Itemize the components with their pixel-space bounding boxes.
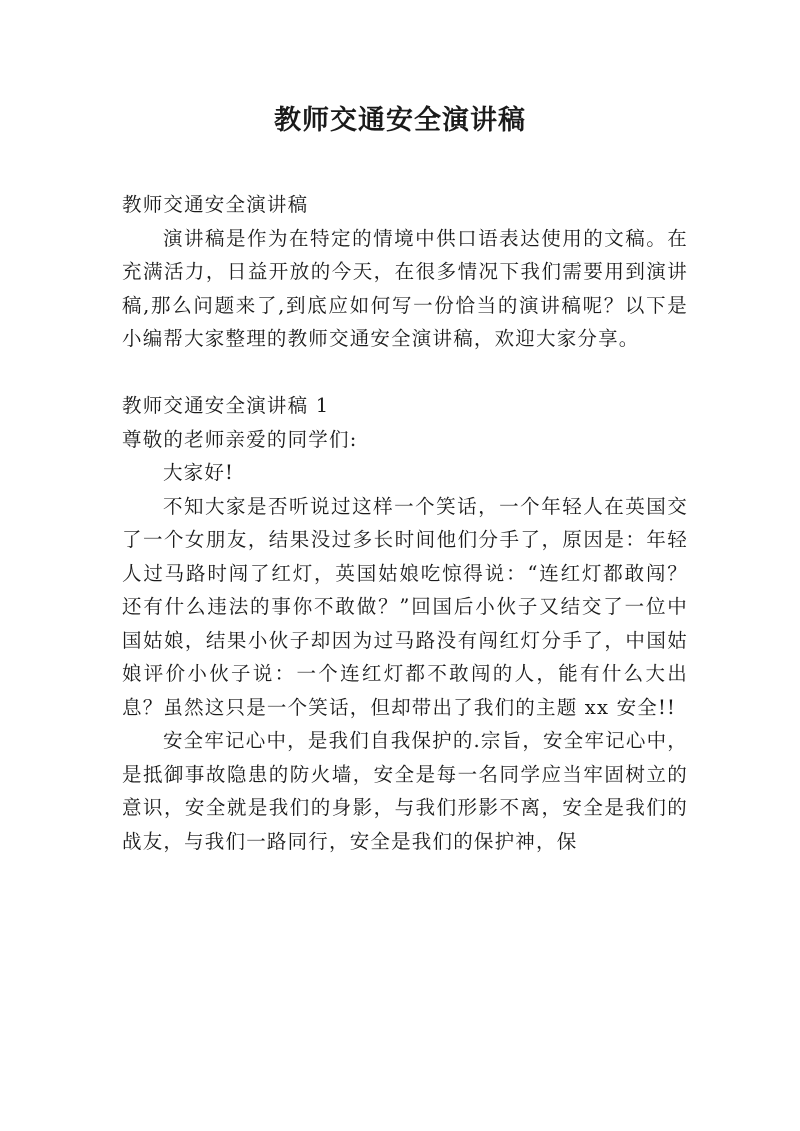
intro-paragraph: 演讲稿是作为在特定的情境中供口语表达使用的文稿。在充满活力，日益开放的今天，在很多情况下我们需要用到演讲稿,那么问题来了,到底应如何写一份恰当的演讲稿呢？以下是小编帮大家整理的教师交通安全演讲稿，欢迎大家分享。	[122, 226, 688, 350]
body-paragraph-1: 不知大家是否听说过这样一个笑话，一个年轻人在英国交了一个女朋友，结果没过多长时间他们分手了，原因是：年轻人过马路时闯了红灯，英国姑娘吃惊得说：“连红灯都敢闯？还有什么违法的事你不敢做？”回国后小伙子又结交了一位中国姑娘，结果小伙子却因为过马路没有闯红灯分手了，中国姑娘评价小伙子说：一个连红灯都不敢闯的人，能有什么大出息？虽然这只是一个笑话，但却带出了我们的主题 xx 安全!!	[122, 494, 688, 719]
document-body	[122, 188, 688, 858]
document-subtitle: 教师交通安全演讲稿	[122, 193, 309, 216]
paragraph-gap	[122, 356, 688, 390]
greeting: 大家好!	[162, 461, 235, 484]
section-heading: 教师交通安全演讲稿 1	[122, 394, 330, 417]
body-paragraph-2: 安全牢记心中，是我们自我保护的.宗旨，安全牢记心中，是抵御事故隐患的防火墙，安全是每一名同学应当牢固树立的意识，安全就是我们的身影，与我们形影不离，安全是我们的战友，与我们一路同行，安全是我们的保护神，保	[122, 729, 688, 853]
salutation: 尊敬的老师亲爱的同学们:	[122, 427, 358, 451]
document-title: 教师交通安全演讲稿	[274, 105, 526, 136]
